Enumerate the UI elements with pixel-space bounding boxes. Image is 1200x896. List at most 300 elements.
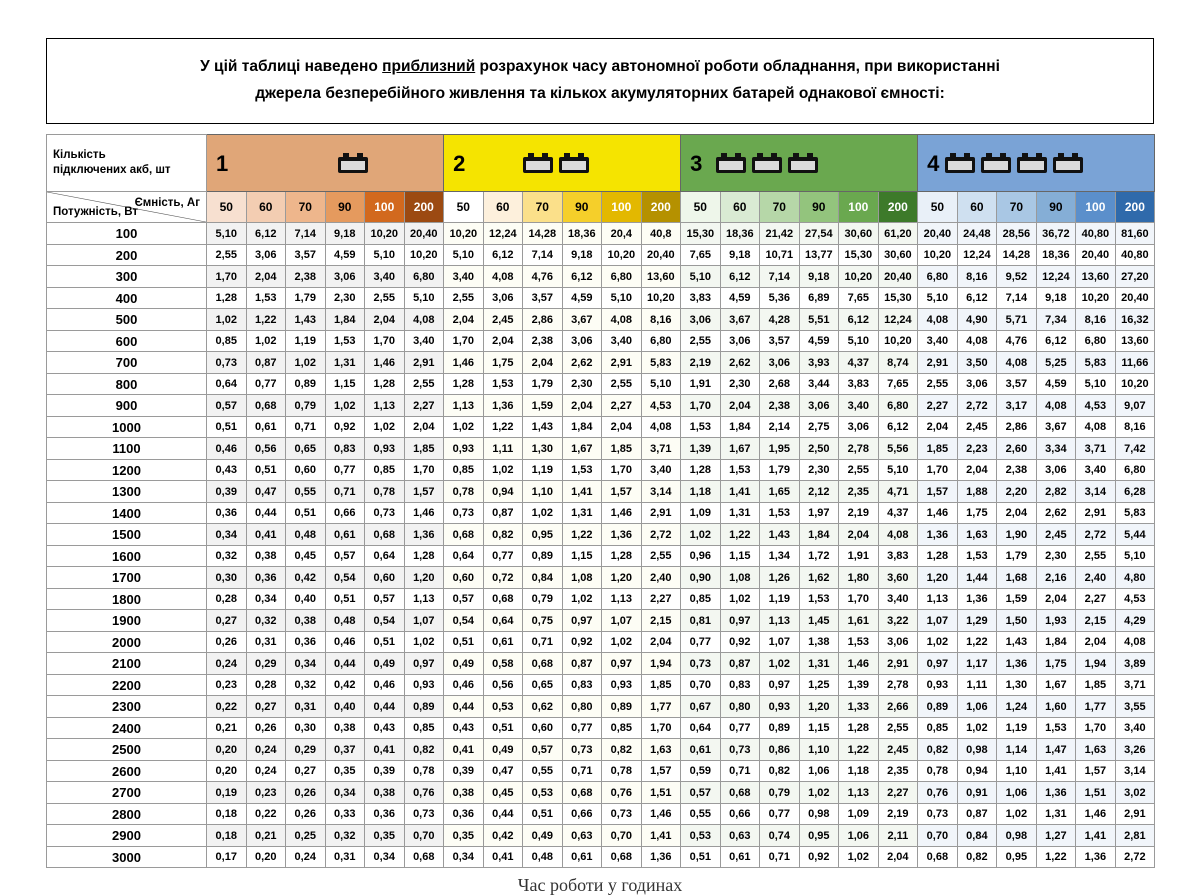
cell-runtime: 0,34	[246, 588, 286, 610]
cell-runtime: 0,35	[444, 825, 484, 847]
cell-runtime: 1,15	[720, 545, 760, 567]
cell-runtime: 3,83	[878, 545, 918, 567]
cell-runtime: 1,02	[957, 717, 997, 739]
cell-runtime: 0,71	[562, 760, 602, 782]
cell-runtime: 10,20	[1115, 373, 1155, 395]
cell-runtime: 0,48	[523, 846, 563, 868]
document-page	[0, 38, 1200, 896]
cell-runtime: 0,44	[444, 696, 484, 718]
cell-runtime: 0,20	[207, 739, 247, 761]
cell-runtime: 2,19	[681, 352, 721, 374]
cell-runtime: 4,59	[562, 287, 602, 309]
cell-runtime: 9,52	[997, 266, 1037, 288]
cell-runtime: 1,57	[602, 481, 642, 503]
cell-runtime: 2,50	[799, 438, 839, 460]
cell-runtime: 1,17	[957, 653, 997, 675]
row-header-power: 2500	[47, 739, 207, 761]
cell-runtime: 0,65	[286, 438, 326, 460]
group-number-2: 2	[453, 150, 466, 176]
cell-runtime: 0,85	[602, 717, 642, 739]
cell-runtime: 1,20	[799, 696, 839, 718]
cell-runtime: 1,59	[997, 588, 1037, 610]
cell-runtime: 4,08	[602, 309, 642, 331]
cell-runtime: 1,25	[799, 674, 839, 696]
cell-runtime: 0,44	[246, 502, 286, 524]
cell-runtime: 0,31	[246, 631, 286, 653]
table-row	[47, 438, 1155, 460]
cell-runtime: 2,04	[720, 395, 760, 417]
cell-runtime: 1,11	[957, 674, 997, 696]
cell-runtime: 1,51	[1076, 782, 1116, 804]
cell-runtime: 7,14	[286, 223, 326, 245]
cell-runtime: 8,16	[641, 309, 681, 331]
cell-runtime: 36,72	[1036, 223, 1076, 245]
cell-runtime: 18,36	[562, 223, 602, 245]
cell-runtime: 5,10	[365, 244, 405, 266]
cell-runtime: 1,02	[799, 782, 839, 804]
cell-runtime: 0,76	[918, 782, 958, 804]
cell-runtime: 0,87	[720, 653, 760, 675]
cell-runtime: 1,53	[720, 459, 760, 481]
battery-icon	[788, 157, 818, 173]
row-header-power: 700	[47, 352, 207, 374]
cell-runtime: 0,40	[286, 588, 326, 610]
row-header-power: 1800	[47, 588, 207, 610]
cell-runtime: 3,83	[681, 287, 721, 309]
cell-runtime: 4,37	[839, 352, 879, 374]
cell-runtime: 0,97	[562, 610, 602, 632]
cell-runtime: 1,15	[325, 373, 365, 395]
cell-runtime: 1,53	[799, 588, 839, 610]
cell-runtime: 5,10	[602, 287, 642, 309]
cell-runtime: 1,28	[404, 545, 444, 567]
cell-runtime: 1,41	[562, 481, 602, 503]
cell-runtime: 1,41	[641, 825, 681, 847]
cell-runtime: 1,02	[523, 502, 563, 524]
row-header-power: 1000	[47, 416, 207, 438]
battery-icon	[1053, 157, 1083, 173]
cell-runtime: 0,36	[207, 502, 247, 524]
cell-runtime: 2,04	[602, 416, 642, 438]
cell-runtime: 1,22	[957, 631, 997, 653]
cell-runtime: 1,20	[404, 567, 444, 589]
cell-runtime: 1,22	[246, 309, 286, 331]
cell-runtime: 1,02	[246, 330, 286, 352]
cell-runtime: 30,60	[839, 223, 879, 245]
cell-runtime: 0,51	[483, 717, 523, 739]
cell-runtime: 0,93	[365, 438, 405, 460]
table-row	[47, 481, 1155, 503]
battery-icon	[338, 157, 368, 173]
cell-runtime: 0,51	[325, 588, 365, 610]
cell-runtime: 1,02	[997, 803, 1037, 825]
cell-runtime: 2,27	[404, 395, 444, 417]
cell-runtime: 5,10	[1115, 545, 1155, 567]
cell-runtime: 3,71	[1115, 674, 1155, 696]
cell-runtime: 2,27	[641, 588, 681, 610]
cell-runtime: 0,68	[720, 782, 760, 804]
cell-runtime: 3,67	[720, 309, 760, 331]
cell-runtime: 0,77	[720, 717, 760, 739]
cell-runtime: 3,40	[878, 588, 918, 610]
cell-runtime: 3,40	[365, 266, 405, 288]
cell-runtime: 0,94	[957, 760, 997, 782]
cell-runtime: 0,32	[286, 674, 326, 696]
cell-runtime: 0,57	[681, 782, 721, 804]
cell-runtime: 1,31	[325, 352, 365, 374]
cell-runtime: 0,56	[483, 674, 523, 696]
battery-icon	[981, 157, 1011, 173]
cell-runtime: 3,93	[799, 352, 839, 374]
table-row	[47, 588, 1155, 610]
cell-runtime: 0,51	[523, 803, 563, 825]
cell-runtime: 1,31	[562, 502, 602, 524]
cell-runtime: 1,22	[483, 416, 523, 438]
cell-runtime: 1,22	[839, 739, 879, 761]
group-number-4: 4	[927, 150, 940, 176]
cell-runtime: 1,85	[918, 438, 958, 460]
cell-runtime: 0,68	[444, 524, 484, 546]
row-header-power: 2200	[47, 674, 207, 696]
capacity-header-3-200: 200	[878, 192, 918, 223]
cell-runtime: 0,27	[246, 696, 286, 718]
cell-runtime: 0,27	[286, 760, 326, 782]
cell-runtime: 2,55	[1076, 545, 1116, 567]
cell-runtime: 0,63	[720, 825, 760, 847]
row-header-power: 1900	[47, 610, 207, 632]
cell-runtime: 1,36	[1076, 846, 1116, 868]
cell-runtime: 1,41	[720, 481, 760, 503]
cell-runtime: 14,28	[997, 244, 1037, 266]
cell-runtime: 0,91	[957, 782, 997, 804]
cell-runtime: 4,53	[1076, 395, 1116, 417]
table-row	[47, 459, 1155, 481]
cell-runtime: 2,45	[878, 739, 918, 761]
cell-runtime: 15,30	[681, 223, 721, 245]
cell-runtime: 0,70	[918, 825, 958, 847]
cell-runtime: 1,07	[404, 610, 444, 632]
table-row	[47, 545, 1155, 567]
cell-runtime: 0,34	[444, 846, 484, 868]
cell-runtime: 0,35	[365, 825, 405, 847]
cell-runtime: 0,28	[246, 674, 286, 696]
cell-runtime: 30,60	[878, 244, 918, 266]
table-row	[47, 524, 1155, 546]
cell-runtime: 0,51	[365, 631, 405, 653]
cell-runtime: 0,54	[365, 610, 405, 632]
cell-runtime: 6,80	[878, 395, 918, 417]
cell-runtime: 0,78	[444, 481, 484, 503]
cell-runtime: 40,80	[1076, 223, 1116, 245]
cell-runtime: 0,85	[365, 459, 405, 481]
battery-icons-group-1	[338, 151, 374, 177]
cell-runtime: 0,25	[286, 825, 326, 847]
cell-runtime: 3,06	[325, 266, 365, 288]
cell-runtime: 1,29	[957, 610, 997, 632]
cell-runtime: 4,08	[404, 309, 444, 331]
cell-runtime: 6,12	[957, 287, 997, 309]
cell-runtime: 1,57	[641, 760, 681, 782]
cell-runtime: 0,90	[681, 567, 721, 589]
cell-runtime: 1,72	[799, 545, 839, 567]
cell-runtime: 6,80	[918, 266, 958, 288]
cell-runtime: 0,77	[483, 545, 523, 567]
cell-runtime: 0,51	[286, 502, 326, 524]
cell-runtime: 6,28	[1115, 481, 1155, 503]
capacity-header-3-60: 60	[720, 192, 760, 223]
cell-runtime: 3,40	[1115, 717, 1155, 739]
cell-runtime: 3,40	[404, 330, 444, 352]
cell-runtime: 1,45	[799, 610, 839, 632]
cell-runtime: 2,04	[641, 631, 681, 653]
cell-runtime: 1,19	[523, 459, 563, 481]
cell-runtime: 0,36	[246, 567, 286, 589]
cell-runtime: 1,02	[483, 459, 523, 481]
cell-runtime: 1,62	[799, 567, 839, 589]
capacity-axis-label: Ємність, Аг	[134, 197, 200, 210]
battery-icons-group-4	[945, 151, 1089, 177]
cell-runtime: 2,04	[1076, 631, 1116, 653]
cell-runtime: 10,20	[918, 244, 958, 266]
cell-runtime: 1,70	[404, 459, 444, 481]
cell-runtime: 0,30	[207, 567, 247, 589]
cell-runtime: 1,28	[839, 717, 879, 739]
cell-runtime: 1,33	[839, 696, 879, 718]
cell-runtime: 0,73	[918, 803, 958, 825]
cell-runtime: 0,30	[286, 717, 326, 739]
cell-runtime: 9,18	[799, 266, 839, 288]
cell-runtime: 1,30	[997, 674, 1037, 696]
cell-runtime: 6,12	[246, 223, 286, 245]
cell-runtime: 0,33	[325, 803, 365, 825]
cell-runtime: 2,55	[681, 330, 721, 352]
cell-runtime: 0,61	[681, 739, 721, 761]
cell-runtime: 1,24	[997, 696, 1037, 718]
cell-runtime: 1,11	[483, 438, 523, 460]
cell-runtime: 0,85	[681, 588, 721, 610]
capacity-header-4-70: 70	[997, 192, 1037, 223]
battery-icon	[1017, 157, 1047, 173]
cell-runtime: 2,91	[1076, 502, 1116, 524]
capacity-header-2-70: 70	[523, 192, 563, 223]
cell-runtime: 0,46	[365, 674, 405, 696]
capacity-header-2-50: 50	[444, 192, 484, 223]
battery-icon	[752, 157, 782, 173]
cell-runtime: 0,18	[207, 803, 247, 825]
cell-runtime: 0,85	[207, 330, 247, 352]
cell-runtime: 2,19	[878, 803, 918, 825]
cell-runtime: 0,71	[325, 481, 365, 503]
cell-runtime: 5,10	[878, 459, 918, 481]
cell-runtime: 1,57	[918, 481, 958, 503]
cell-runtime: 1,10	[523, 481, 563, 503]
cell-runtime: 0,98	[997, 825, 1037, 847]
cell-runtime: 1,22	[562, 524, 602, 546]
cell-runtime: 5,83	[1115, 502, 1155, 524]
cell-runtime: 0,38	[325, 717, 365, 739]
cell-runtime: 2,16	[1036, 567, 1076, 589]
cell-runtime: 1,31	[720, 502, 760, 524]
cell-runtime: 2,55	[918, 373, 958, 395]
cell-runtime: 2,62	[720, 352, 760, 374]
capacity-header-4-90: 90	[1036, 192, 1076, 223]
cell-runtime: 2,38	[523, 330, 563, 352]
cell-runtime: 1,36	[997, 653, 1037, 675]
cell-runtime: 3,71	[1076, 438, 1116, 460]
cell-runtime: 1,13	[444, 395, 484, 417]
cell-runtime: 9,07	[1115, 395, 1155, 417]
cell-runtime: 1,28	[207, 287, 247, 309]
cell-runtime: 0,47	[483, 760, 523, 782]
cell-runtime: 24,48	[957, 223, 997, 245]
cell-runtime: 2,04	[444, 309, 484, 331]
cell-runtime: 0,95	[523, 524, 563, 546]
cell-runtime: 1,36	[602, 524, 642, 546]
cell-runtime: 2,30	[799, 459, 839, 481]
cell-runtime: 0,80	[720, 696, 760, 718]
cell-runtime: 9,18	[720, 244, 760, 266]
capacity-header-4-200: 200	[1115, 192, 1155, 223]
cell-runtime: 10,20	[641, 287, 681, 309]
cell-runtime: 1,46	[641, 803, 681, 825]
cell-runtime: 0,22	[246, 803, 286, 825]
cell-runtime: 0,82	[918, 739, 958, 761]
row-header-power: 1700	[47, 567, 207, 589]
cell-runtime: 2,23	[957, 438, 997, 460]
cell-runtime: 7,14	[997, 287, 1037, 309]
cell-runtime: 2,78	[878, 674, 918, 696]
cell-runtime: 0,38	[286, 610, 326, 632]
capacity-header-4-50: 50	[918, 192, 958, 223]
cell-runtime: 4,76	[523, 266, 563, 288]
cell-runtime: 1,02	[602, 631, 642, 653]
cell-runtime: 1,07	[760, 631, 800, 653]
cell-runtime: 0,89	[404, 696, 444, 718]
cell-runtime: 3,60	[878, 567, 918, 589]
cell-runtime: 0,59	[681, 760, 721, 782]
cell-runtime: 0,32	[207, 545, 247, 567]
cell-runtime: 0,62	[523, 696, 563, 718]
cell-runtime: 0,44	[483, 803, 523, 825]
cell-runtime: 3,40	[641, 459, 681, 481]
cell-runtime: 0,28	[207, 588, 247, 610]
cell-runtime: 2,55	[365, 287, 405, 309]
cell-runtime: 1,02	[918, 631, 958, 653]
cell-runtime: 0,97	[760, 674, 800, 696]
cell-runtime: 0,53	[681, 825, 721, 847]
cell-runtime: 0,82	[602, 739, 642, 761]
cell-runtime: 3,40	[839, 395, 879, 417]
cell-runtime: 0,80	[562, 696, 602, 718]
cell-runtime: 0,38	[365, 782, 405, 804]
cell-runtime: 5,10	[641, 373, 681, 395]
cell-runtime: 0,84	[957, 825, 997, 847]
cell-runtime: 6,12	[720, 266, 760, 288]
table-row	[47, 825, 1155, 847]
cell-runtime: 0,40	[325, 696, 365, 718]
cell-runtime: 0,66	[562, 803, 602, 825]
cell-runtime: 2,12	[799, 481, 839, 503]
cell-runtime: 0,34	[286, 653, 326, 675]
cell-runtime: 1,53	[1036, 717, 1076, 739]
cell-runtime: 0,67	[681, 696, 721, 718]
cell-runtime: 0,71	[286, 416, 326, 438]
cell-runtime: 1,02	[760, 653, 800, 675]
cell-runtime: 0,34	[207, 524, 247, 546]
cell-runtime: 0,95	[997, 846, 1037, 868]
cell-runtime: 2,30	[1036, 545, 1076, 567]
cell-runtime: 7,65	[681, 244, 721, 266]
title-underlined-word: приблизний	[382, 58, 476, 75]
cell-runtime: 1,13	[839, 782, 879, 804]
cell-runtime: 0,76	[404, 782, 444, 804]
cell-runtime: 6,12	[562, 266, 602, 288]
cell-runtime: 1,97	[799, 502, 839, 524]
cell-runtime: 0,43	[444, 717, 484, 739]
cell-runtime: 1,70	[602, 459, 642, 481]
cell-runtime: 1,46	[918, 502, 958, 524]
cell-runtime: 3,06	[483, 287, 523, 309]
cell-runtime: 1,53	[839, 631, 879, 653]
cell-runtime: 16,32	[1115, 309, 1155, 331]
cell-runtime: 0,79	[523, 588, 563, 610]
cell-runtime: 5,10	[918, 287, 958, 309]
table-row	[47, 330, 1155, 352]
cell-runtime: 2,19	[839, 502, 879, 524]
table-row	[47, 567, 1155, 589]
cell-runtime: 10,20	[878, 330, 918, 352]
cell-runtime: 11,66	[1115, 352, 1155, 374]
table-body	[47, 223, 1155, 868]
cell-runtime: 0,56	[246, 438, 286, 460]
cell-runtime: 8,16	[1115, 416, 1155, 438]
cell-runtime: 0,57	[444, 588, 484, 610]
cell-runtime: 0,77	[325, 459, 365, 481]
cell-runtime: 0,92	[799, 846, 839, 868]
page-title	[46, 38, 1154, 124]
cell-runtime: 0,87	[957, 803, 997, 825]
cell-runtime: 2,72	[957, 395, 997, 417]
cell-runtime: 4,76	[997, 330, 1037, 352]
cell-runtime: 0,36	[444, 803, 484, 825]
cell-runtime: 1,63	[1076, 739, 1116, 761]
cell-runtime: 2,35	[839, 481, 879, 503]
cell-runtime: 1,91	[839, 545, 879, 567]
cell-runtime: 10,20	[365, 223, 405, 245]
group-header-1	[207, 135, 444, 192]
cell-runtime: 0,97	[720, 610, 760, 632]
cell-runtime: 2,91	[1115, 803, 1155, 825]
cell-runtime: 0,20	[246, 846, 286, 868]
cell-runtime: 1,10	[997, 760, 1037, 782]
cell-runtime: 4,08	[878, 524, 918, 546]
cell-runtime: 1,88	[957, 481, 997, 503]
cell-runtime: 1,53	[681, 416, 721, 438]
cell-runtime: 1,07	[602, 610, 642, 632]
cell-runtime: 1,70	[444, 330, 484, 352]
cell-runtime: 2,35	[878, 760, 918, 782]
cell-runtime: 0,70	[404, 825, 444, 847]
cell-runtime: 0,51	[246, 459, 286, 481]
cell-runtime: 1,31	[1036, 803, 1076, 825]
cell-runtime: 0,78	[918, 760, 958, 782]
cell-runtime: 1,22	[1036, 846, 1076, 868]
cell-runtime: 2,15	[641, 610, 681, 632]
cell-runtime: 1,79	[286, 287, 326, 309]
cell-runtime: 6,12	[839, 309, 879, 331]
cell-runtime: 1,10	[799, 739, 839, 761]
cell-runtime: 1,47	[1036, 739, 1076, 761]
